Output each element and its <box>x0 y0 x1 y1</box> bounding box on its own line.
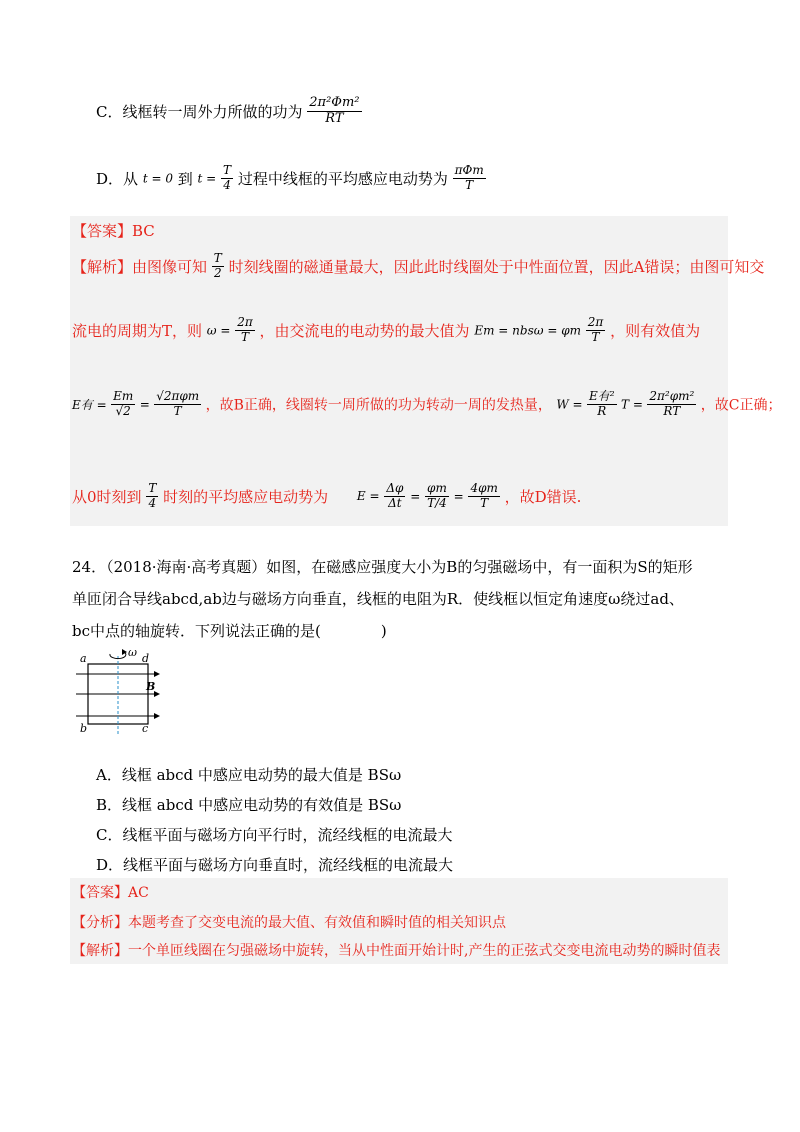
analysis-text: 时刻线圈的磁通量最大，因此此时线圈处于中性面位置，因此A错误；由图可知交 <box>228 257 765 276</box>
fraction-denominator: 4 <box>223 177 231 192</box>
fraction-numerator: T <box>213 251 222 265</box>
fraction-denominator: RT <box>663 403 681 418</box>
fraction-denominator: T <box>480 495 489 510</box>
analysis-fraction <box>212 252 224 281</box>
label-c: c <box>142 722 149 735</box>
analysis-text: ，由交流电的电动势的最大值为 <box>259 321 470 340</box>
option-24-a: A．线框 abcd 中感应电动势的最大值是 BSω <box>96 766 402 784</box>
analysis-text: 从0时刻到 <box>72 487 142 506</box>
option-c-fraction <box>307 96 361 127</box>
fraction-denominator: 4 <box>148 495 157 510</box>
option-24-c: C．线框平面与磁场方向平行时，流经线框的电流最大 <box>96 826 453 844</box>
fraction-numerator: T <box>148 481 157 495</box>
analysis-1-line-4 <box>72 482 581 511</box>
analysis-fraction <box>154 390 201 419</box>
analysis-1-line-2 <box>72 316 700 345</box>
analysis-fraction <box>647 390 696 419</box>
option-d <box>96 164 486 193</box>
label-a: a <box>80 652 87 665</box>
fraction-numerator: 2π <box>587 315 604 329</box>
fraction-numerator: 4φm <box>470 481 498 495</box>
option-d-fraction-2 <box>453 164 486 193</box>
analysis-1-line-1 <box>72 252 764 281</box>
analysis-text: 流电的周期为T，则 <box>72 321 203 340</box>
field-arrowheads <box>154 671 160 719</box>
analysis-text: 【解析】由图像可知 <box>72 257 208 276</box>
fraction-numerator: πΦm <box>454 163 484 177</box>
fraction-numerator: 2π²Φm² <box>309 95 360 110</box>
option-d-text-3: 过程中线框的平均感应电动势为 <box>237 169 448 188</box>
answer-2: 【答案】AC <box>72 885 149 901</box>
label-omega: ω <box>128 646 137 659</box>
analysis-math: = <box>453 489 464 504</box>
fraction-numerator: T <box>223 163 232 177</box>
label-d: d <box>142 652 150 665</box>
fraction-denominator: T <box>240 329 249 344</box>
analysis-2-line-1: 【解析】一个单匝线圈在匀强磁场中旋转，当从中性面开始计时,产生的正弦式交变电流电动势的瞬时值表 <box>72 943 721 959</box>
option-c-text: C．线框转一周外力所做的功为 <box>96 102 303 121</box>
fraction-denominator: T <box>591 329 600 344</box>
fraction-denominator: R <box>597 403 607 418</box>
analysis-text: 时刻的平均感应电动势为 <box>163 487 329 506</box>
analysis-fraction <box>425 482 449 511</box>
fraction-denominator: 2 <box>213 265 222 280</box>
analysis-fraction <box>111 390 135 419</box>
analysis-math: Em = nbsω = φm <box>474 323 581 338</box>
fraction-numerator: 2π²φm² <box>649 389 695 403</box>
analysis-fraction <box>146 482 158 511</box>
analysis-text: ，则有效值为 <box>610 321 701 340</box>
option-d-fraction-1 <box>221 164 233 193</box>
fraction-numerator: E有² <box>589 389 615 403</box>
fraction-denominator: T/4 <box>427 495 447 510</box>
option-24-b: B．线框 abcd 中感应电动势的有效值是 BSω <box>96 796 402 814</box>
option-d-text-1: D．从 <box>96 169 139 188</box>
fraction-denominator: Δt <box>388 495 402 510</box>
fraction-denominator: T <box>173 403 182 418</box>
analysis-math: = <box>410 489 421 504</box>
fraction-numerator: Em <box>113 389 134 403</box>
analysis-math: E = <box>356 489 380 504</box>
analysis-math: T = <box>621 397 643 412</box>
question-24-line-3: bc中点的轴旋转．下列说法正确的是( ) <box>72 622 387 640</box>
fraction-numerator: φm <box>427 481 447 495</box>
analysis-text: ，故C正确； <box>700 397 782 414</box>
analysis-fraction <box>468 482 499 511</box>
analysis-math: ω = <box>206 323 231 338</box>
option-d-text-2: 到 <box>177 169 193 188</box>
option-24-d: D．线框平面与磁场方向垂直时，流经线框的电流最大 <box>96 856 454 874</box>
analysis-2-fenxi: 【分析】本题考查了交变电流的最大值、有效值和瞬时值的相关知识点 <box>72 915 506 931</box>
fraction-denominator: √2 <box>115 403 131 418</box>
answer-1: 【答案】BC <box>72 222 155 240</box>
analysis-math: E有 = <box>72 397 107 412</box>
fraction-denominator: RT <box>325 110 344 126</box>
analysis-fraction <box>587 390 617 419</box>
analysis-fraction <box>384 482 405 511</box>
option-c <box>96 96 362 127</box>
question-24-line-1: 24．（2018·海南·高考真题）如图，在磁感应强度大小为B的匀强磁场中，有一面积为S的矩形 <box>72 558 693 576</box>
option-d-math-2: t = <box>197 171 217 186</box>
analysis-fraction <box>235 316 255 345</box>
fraction-denominator: T <box>465 177 474 192</box>
coil-figure <box>74 646 164 738</box>
fraction-numerator: 2π <box>237 315 253 329</box>
fraction-numerator: √2πφm <box>156 389 200 403</box>
analysis-fraction <box>586 316 606 345</box>
fraction-numerator: Δφ <box>386 481 404 495</box>
analysis-text: ，故B正确，线圈转一周所做的功为转动一周的发热量， <box>205 397 552 414</box>
analysis-text: ，故D错误. <box>504 487 582 506</box>
label-b: b <box>80 722 88 735</box>
analysis-1-line-3 <box>72 390 781 419</box>
label-B-field: B <box>146 680 156 693</box>
question-24-line-2: 单匝闭合导线abcd,ab边与磁场方向垂直，线框的电阻为R．使线框以恒定角速度ω绕过ad、 <box>72 590 684 608</box>
analysis-math: W = <box>556 397 583 412</box>
option-d-math-1: t = 0 <box>142 171 173 186</box>
analysis-math: = <box>139 397 150 412</box>
